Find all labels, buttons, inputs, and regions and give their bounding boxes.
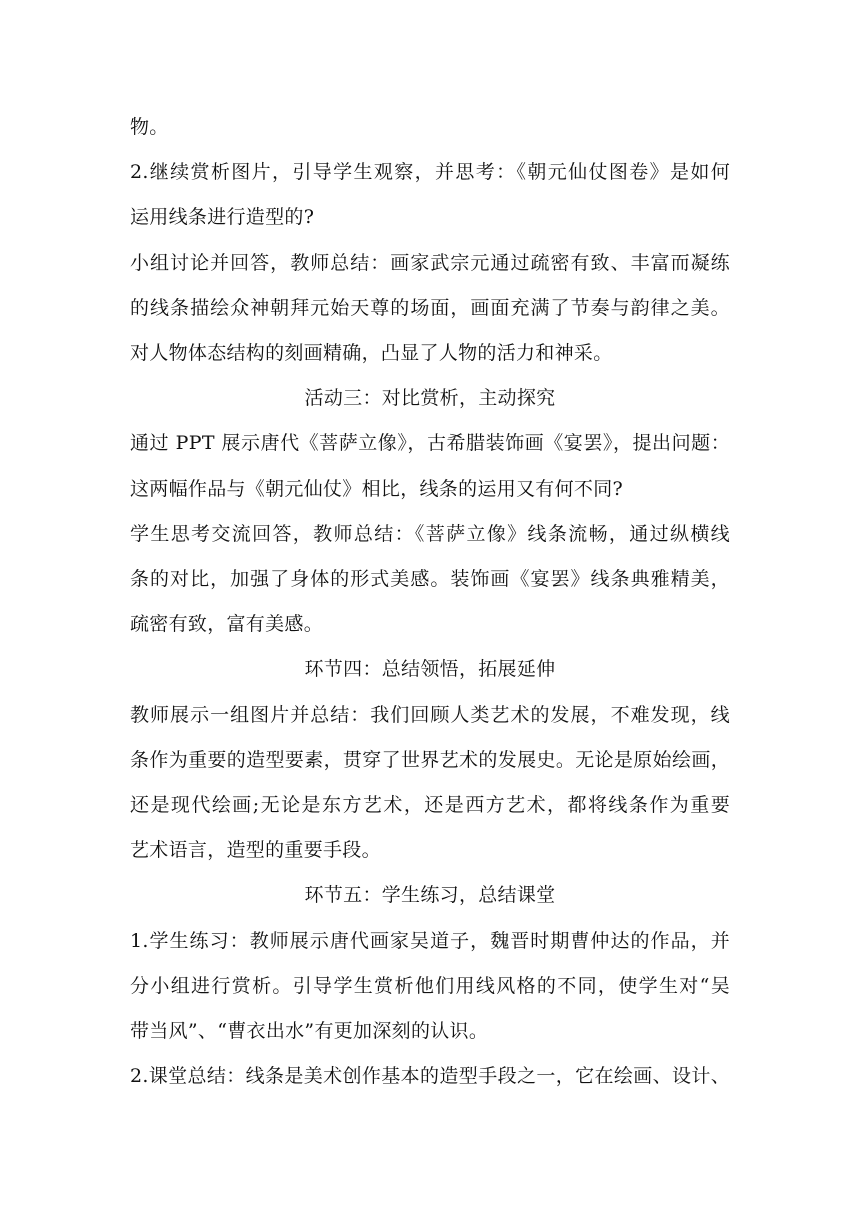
paragraph-line: 条的对比，加强了身体的形式美感。装饰画《宴罢》线条典雅精美， [130,568,730,590]
paragraph-line: 条作为重要的造型要素，贯穿了世界艺术的发展史。无论是原始绘画， [130,749,730,771]
paragraph-line: 1.学生练习：教师展示唐代画家吴道子，魏晋时期曹仲达的作品，并 [130,930,730,952]
paragraph-line: 的线条描绘众神朝拜元始天尊的场面，画面充满了节奏与韵律之美。 [130,297,730,319]
paragraph-line: 分小组进行赏析。引导学生赏析他们用线风格的不同，使学生对“吴 [130,975,730,997]
paragraph-line: 物。 [130,116,169,138]
paragraph-line: 2.课堂总结：线条是美术创作基本的造型手段之一，它在绘画、设计、 [130,1065,730,1087]
paragraph-line: 艺术语言，造型的重要手段。 [130,839,381,861]
paragraph-line: 运用线条进行造型的? [130,206,315,228]
paragraph-line: 小组讨论并回答，教师总结：画家武宗元通过疏密有致、丰富而凝练 [130,252,730,274]
section-heading: 活动三：对比赏析，主动探究 [304,387,556,409]
section-heading: 环节四：总结领悟，拓展延伸 [304,658,556,680]
paragraph-line: 通过 PPT 展示唐代《菩萨立像》，古希腊装饰画《宴罢》，提出问题： [130,432,730,454]
paragraph-line: 教师展示一组图片并总结：我们回顾人类艺术的发展，不难发现，线 [130,704,730,726]
paragraph-line: 2.继续赏析图片，引导学生观察，并思考：《朝元仙仗图卷》是如何 [130,161,730,183]
paragraph-line: 对人物体态结构的刻画精确，凸显了人物的活力和神采。 [130,342,613,364]
section-heading: 环节五：学生练习，总结课堂 [304,884,556,906]
paragraph-line: 疏密有致，富有美感。 [130,613,324,635]
paragraph-line: 还是现代绘画;无论是东方艺术，还是西方艺术，都将线条作为重要 [130,794,730,816]
paragraph-line: 带当风”、“曹衣出水”有更加深刻的认识。 [130,1020,489,1042]
paragraph-line: 这两幅作品与《朝元仙仗》相比，线条的运用又有何不同? [130,478,623,500]
paragraph-line: 学生思考交流回答，教师总结：《菩萨立像》线条流畅，通过纵横线 [130,523,730,545]
